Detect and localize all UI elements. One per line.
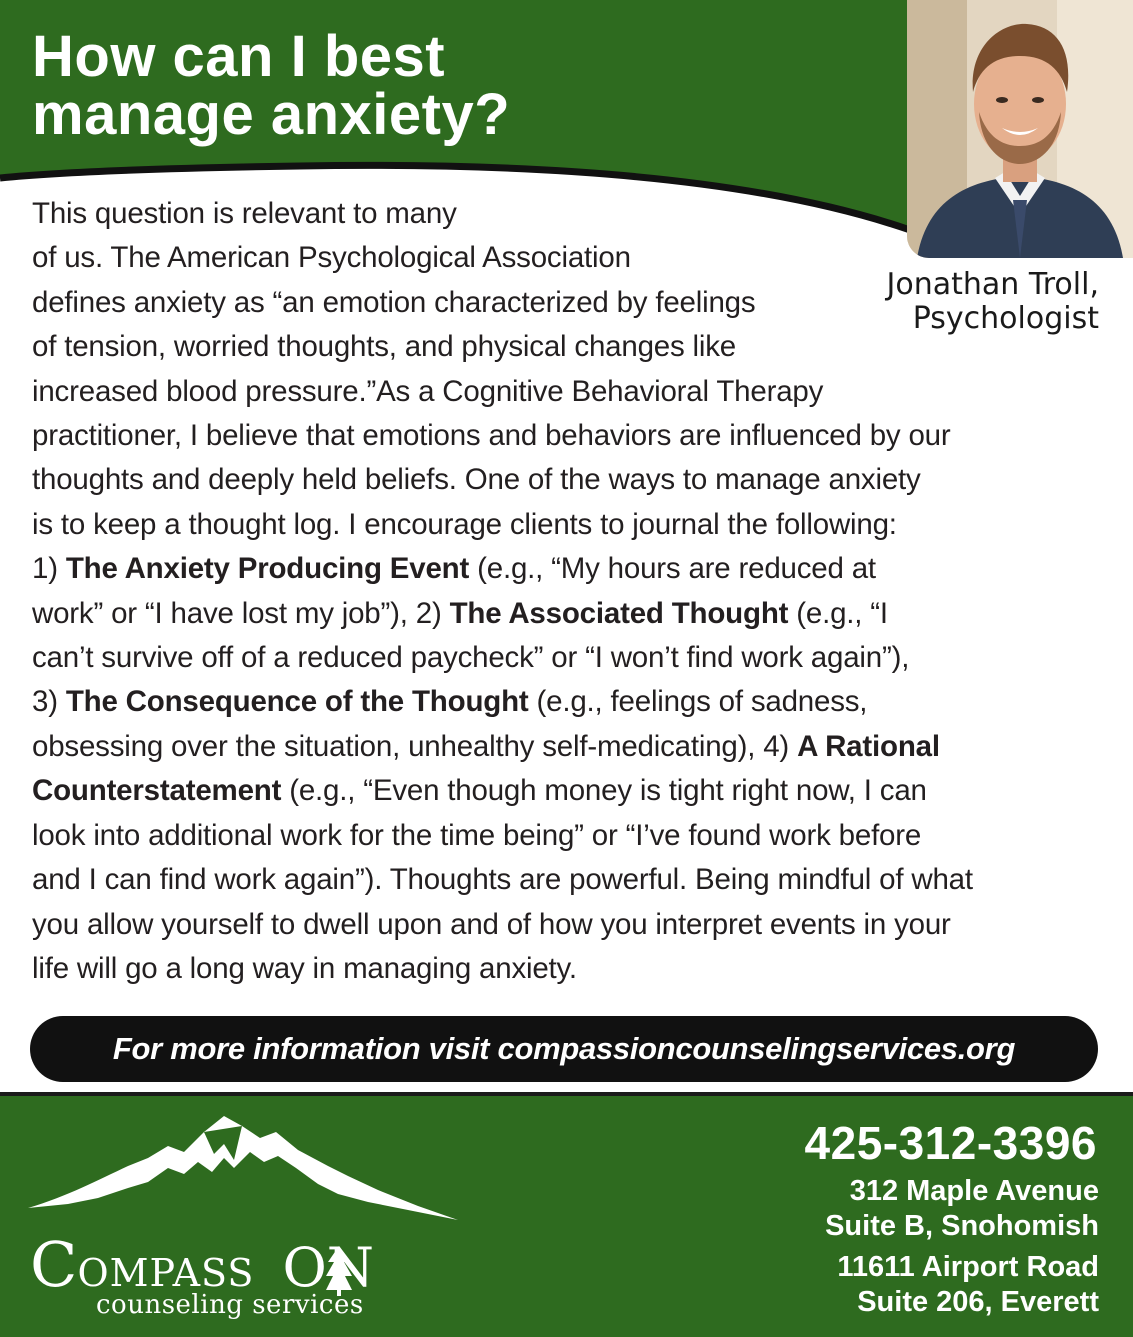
- headline-line-2: manage anxiety?: [32, 82, 511, 147]
- wordmark-initial: C: [30, 1228, 78, 1301]
- article-line: [32, 680, 1112, 724]
- list-example: work” or “I have lost my job”), 2): [32, 596, 450, 630]
- list-example: (e.g., “My hours are reduced at: [469, 552, 876, 586]
- address-line: Suite B, Snohomish: [825, 1210, 1099, 1242]
- article-line: [32, 547, 1112, 591]
- article-line: life will go a long way in managing anxiety.: [32, 951, 577, 985]
- phone-number[interactable]: 425-312-3396: [804, 1117, 1097, 1169]
- address-line: 11611 Airport Road: [837, 1251, 1099, 1283]
- author-name: Jonathan Troll,: [886, 267, 1099, 302]
- list-example: (e.g., “Even though money is tight right now, I can: [281, 774, 927, 808]
- wordmark-middle: OMPASS: [77, 1251, 255, 1295]
- article-line: and I can find work again”). Thoughts are powerful. Being mindful of what: [32, 863, 973, 897]
- article-line: [32, 592, 1112, 636]
- article-line: [32, 725, 1112, 769]
- article-line: This question is relevant to many: [32, 197, 457, 230]
- list-number: 3): [32, 685, 66, 719]
- article-line: can’t survive off of a reduced paycheck” or “I won’t find work again”),: [32, 641, 910, 675]
- wordmark-tagline: counseling services: [96, 1290, 364, 1320]
- article-line: is to keep a thought log. I encourage clients to journal the following:: [32, 507, 897, 541]
- article-body: [32, 192, 1112, 991]
- article-line: defines anxiety as “an emotion characterized by feelings: [32, 285, 756, 319]
- address-line: Suite 206, Everett: [857, 1286, 1099, 1318]
- headline: [32, 24, 511, 147]
- website-link-text[interactable]: For more information visit compassioncounselingservices.org: [112, 1031, 1016, 1066]
- step-title-counterstatement: Counterstatement: [32, 774, 282, 808]
- mountain-logo-icon: [28, 1110, 468, 1240]
- list-example: (e.g., feelings of sadness,: [528, 685, 868, 719]
- article-line: you allow yourself to dwell upon and of how you interpret events in your: [32, 907, 951, 941]
- address-everett: [837, 1250, 1099, 1320]
- article-line: increased blood pressure.”As a Cognitive Behavioral Therapy: [32, 374, 824, 408]
- article-line: of us. The American Psychological Association: [32, 241, 631, 275]
- address-snohomish: [825, 1174, 1099, 1244]
- headline-line-1: How can I best: [32, 24, 446, 89]
- article-line: practitioner, I believe that emotions and behaviors are influenced by our: [32, 419, 951, 453]
- article-line: look into additional work for the time being” or “I’ve found work before: [32, 818, 922, 852]
- list-example: (e.g., “I: [788, 596, 888, 630]
- step-title-event: The Anxiety Producing Event: [65, 552, 470, 586]
- list-example: obsessing over the situation, unhealthy self-medicating), 4): [32, 729, 798, 763]
- website-link-pill[interactable]: [30, 1016, 1098, 1082]
- step-title-rational: A Rational: [797, 729, 940, 763]
- author-role: Psychologist: [912, 301, 1099, 336]
- article-line: of tension, worried thoughts, and physical changes like: [32, 330, 736, 364]
- article-line: [32, 769, 1112, 813]
- address-line: 312 Maple Avenue: [849, 1175, 1099, 1207]
- wordmark-end: ON: [282, 1236, 374, 1299]
- list-number: 1): [32, 552, 66, 586]
- step-title-consequence: The Consequence of the Thought: [65, 685, 529, 719]
- article-line: thoughts and deeply held beliefs. One of the ways to manage anxiety: [32, 463, 921, 497]
- step-title-thought: The Associated Thought: [449, 596, 789, 630]
